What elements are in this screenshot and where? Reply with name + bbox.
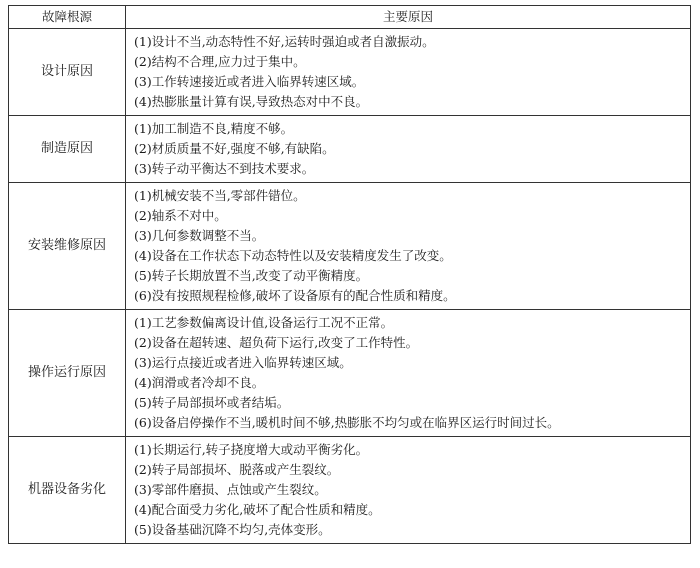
reason-item: (4)润滑或者冷却不良。 [134,375,265,390]
table-body [9,29,691,544]
reason-item: (1)长期运行,转子挠度增大或动平衡劣化。 [134,442,369,457]
table-row [9,310,691,437]
reason-item: (1)机械安装不当,零部件错位。 [134,188,306,203]
header-category: 故障根源 [9,6,126,29]
reason-item: (3)工作转速接近或者进入临界转速区域。 [134,74,365,89]
row-reasons [126,29,691,116]
header-row [9,6,691,29]
reason-item: (2)轴系不对中。 [134,208,227,223]
reason-item: (3)零部件磨损、点蚀或产生裂纹。 [134,482,327,497]
row-reasons [126,116,691,183]
reason-item: (4)配合面受力劣化,破坏了配合性质和精度。 [134,502,381,517]
table-row [9,116,691,183]
reason-item: (2)设备在超转速、超负荷下运行,改变了工作特性。 [134,335,419,350]
reason-item: (5)设备基础沉降不均匀,壳体变形。 [134,522,331,537]
table-header [9,6,691,29]
reason-item: (6)设备启停操作不当,暖机时间不够,热膨胀不均匀或在临界区运行时间过长。 [134,415,560,430]
header-reasons: 主要原因 [126,6,691,29]
row-category: 设计原因 [9,29,126,116]
reason-item: (5)转子局部损坏或者结垢。 [134,395,290,410]
row-reasons [126,183,691,310]
reason-item: (5)转子长期放置不当,改变了动平衡精度。 [134,268,369,283]
table-row [9,29,691,116]
reason-item: (1)工艺参数偏离设计值,设备运行工况不正常。 [134,315,394,330]
reason-item: (2)材质质量不好,强度不够,有缺陷。 [134,141,335,156]
table-row [9,437,691,544]
row-category: 机器设备劣化 [9,437,126,544]
reason-item: (1)加工制造不良,精度不够。 [134,121,294,136]
reason-item: (3)几何参数调整不当。 [134,228,265,243]
row-reasons [126,310,691,437]
row-category: 安装维修原因 [9,183,126,310]
row-category: 操作运行原因 [9,310,126,437]
reason-item: (2)结构不合理,应力过于集中。 [134,54,306,69]
reason-item: (4)热膨胀量计算有误,导致热态对中不良。 [134,94,369,109]
row-category: 制造原因 [9,116,126,183]
fault-cause-table [8,5,691,544]
reason-item: (3)转子动平衡达不到技术要求。 [134,161,315,176]
reason-item: (4)设备在工作状态下动态特性以及安装精度发生了改变。 [134,248,452,263]
table-row [9,183,691,310]
reason-item: (1)设计不当,动态特性不好,运转时强迫或者自激振动。 [134,34,435,49]
reason-item: (6)没有按照规程检修,破坏了设备原有的配合性质和精度。 [134,288,456,303]
reason-item: (3)运行点接近或者进入临界转速区域。 [134,355,352,370]
row-reasons [126,437,691,544]
reason-item: (2)转子局部损坏、脱落或产生裂纹。 [134,462,340,477]
